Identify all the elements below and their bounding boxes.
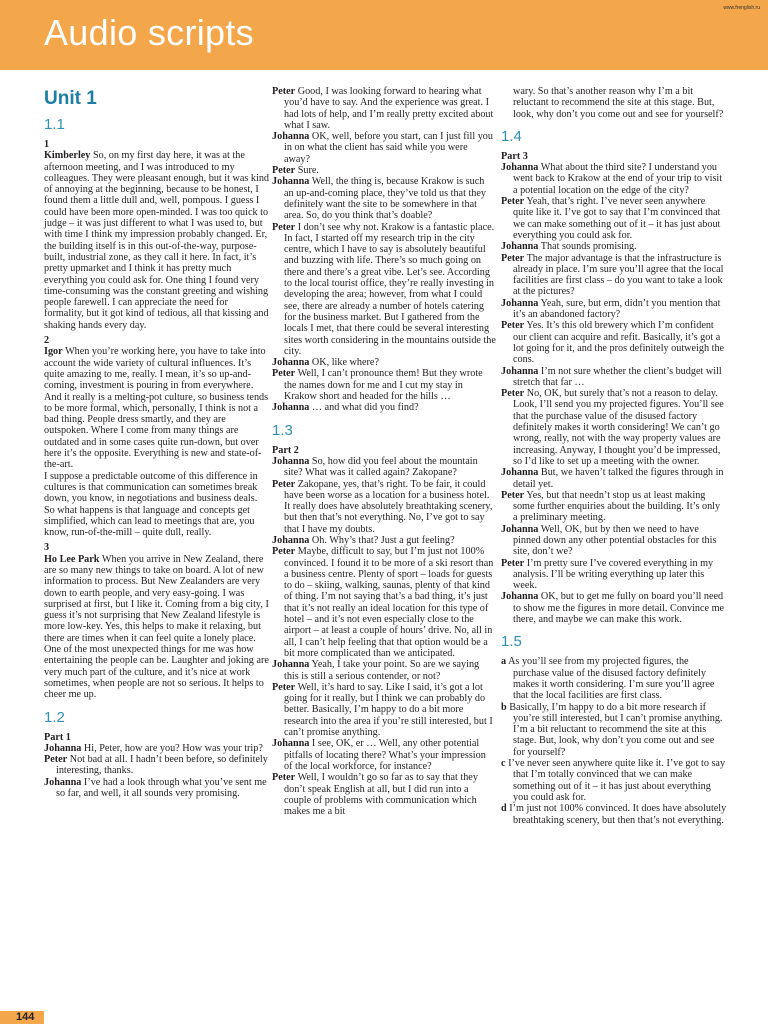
page-title: Audio scripts bbox=[44, 12, 254, 53]
speaker-name: Johanna bbox=[272, 738, 310, 750]
part-heading: Part 2 bbox=[272, 444, 299, 456]
speech-text: Maybe, difficult to say, but I’m just not 100% convinced. I found it to be more of a ski resort than a business centre. Plenty of sport – loads for guests to do – skiing, walking, saunas, plenty of that kind of thing. I’m not saying that’s a bad thing, it’s just that it’s not really an ideal location for this type of hotel – and it’s not even especially close to the airport – at least a couple of hours’ drive. No, all in all, I can’t help feeling that that option would be a bit more complicated than we anticipated. bbox=[284, 546, 494, 659]
speaker-name: Johanna bbox=[44, 776, 82, 788]
speaker-name: Peter bbox=[272, 478, 296, 490]
speaker-name: Peter bbox=[272, 546, 296, 558]
section-1-2: 1.2 bbox=[44, 708, 65, 726]
item-text: Basically, I’m happy to do a bit more research if you’re still interested, but I can’t promise anything. I’m a bit reluctant to recommend the site at this stage. But, look, why don’t you come out and see for yourself? bbox=[509, 701, 723, 758]
speech-text: OK, like where? bbox=[311, 357, 379, 369]
dialogue-line bbox=[272, 659, 496, 682]
dialogue-line bbox=[272, 131, 496, 165]
dialogue-line bbox=[501, 196, 727, 241]
speaker-name: Peter bbox=[501, 388, 525, 400]
item-text: As you’ll see from my projected figures, the purchase value of the disused factory definitely makes it worth considering. I’m sure you’ll agree that the local facilities are first class. bbox=[508, 656, 715, 702]
column-2 bbox=[272, 86, 496, 817]
section-1-4: 1.4 bbox=[501, 127, 522, 145]
dialogue-line bbox=[501, 558, 727, 592]
speech-text: Well, OK, but by then we need to have pinned down any other potential obstacles for this site, don’t we? bbox=[513, 523, 717, 558]
list-item bbox=[501, 702, 727, 758]
speech-text: Oh. Why’s that? Just a gut feeling? bbox=[311, 534, 455, 546]
dialogue-line bbox=[272, 772, 496, 817]
dialogue-line bbox=[272, 682, 496, 738]
transcript-paragraph bbox=[44, 554, 269, 701]
speaker-name: Johanna bbox=[272, 659, 310, 671]
speaker-name: Peter bbox=[501, 489, 525, 501]
speaker-name: Johanna bbox=[501, 162, 539, 174]
extract-number: 3 bbox=[44, 542, 50, 554]
speaker-name: Peter bbox=[501, 252, 525, 264]
transcript-continuation: wary. So that’s another reason why I’m a bit reluctant to recommend the site at this stage. But, look, why don’t you come out and see for yourself? bbox=[513, 86, 724, 120]
dialogue-line bbox=[272, 402, 496, 413]
extract-number: 1 bbox=[44, 139, 50, 150]
speaker-name: Peter bbox=[272, 221, 296, 233]
dialogue-line bbox=[501, 388, 727, 467]
speaker-name: Peter bbox=[272, 86, 296, 97]
speaker-name: Johanna bbox=[272, 402, 310, 414]
column-3 bbox=[501, 86, 727, 826]
speech-text: Yes. It’s this old brewery which I’m confident our client can acquire and refit. Basically, it’s got a lot going for it, and the pros definitely outweigh the cons. bbox=[513, 320, 725, 366]
extract-number: 2 bbox=[44, 335, 50, 347]
list-item bbox=[501, 803, 727, 826]
page-number-tab bbox=[0, 1011, 44, 1024]
speech-text: Well, I wouldn’t go so far as to say that they don’t speak English at all, but I did run into a couple of problems with communication which makes me a bit bbox=[284, 772, 478, 818]
speech-text: Well, the thing is, because Krakow is such an up-and-coming place, they’ve told us that they definitely want the site to be somewhere in that area. So, do you think that’s doable? bbox=[284, 176, 486, 222]
speaker-name: Peter bbox=[272, 165, 296, 177]
speech-text: Not bad at all. I hadn’t been before, so definitely interesting, thanks. bbox=[56, 754, 268, 777]
speech-text: Well, it’s hard to say. Like I said, it’s got a lot going for it really, but I think we can probably do better. Basically, I’m happy to do a bit more research into the area if you’re still interested, but I can’t promise anything. bbox=[284, 681, 493, 739]
speech-text: OK, well, before you start, can I just fill you in on what the client has said while you were away? bbox=[284, 131, 493, 165]
site-url: www.frenglish.ru bbox=[723, 5, 760, 11]
speaker-name: Johanna bbox=[501, 523, 539, 535]
item-letter: a bbox=[501, 656, 507, 668]
speech-text: So, on my first day here, it was at the afternoon meeting, and I was introduced to my colleagues. They were pleasant enough, but it was kind of annoying at the beginning, because to be honest, I found them a little dull and, well, pompous. I guess I could have been more open-minded. I was too quick to judge – it was just different to what I was used to, but with time I think my impression probably changed. Er, the building itself is in this out-of-the-way, purpose-built, industrial zone, as they call it here. In fact, it’s pretty upmarket and I think it has pretty much everything you could ask for. One thing I found very time-consuming was the constant greeting and wishing people farewell. I can appreciate the need for formality, but it got kind of tedious, all that kissing and shaking hands every day. bbox=[44, 150, 270, 331]
dialogue-line bbox=[44, 777, 269, 800]
speaker-name: Johanna bbox=[501, 365, 539, 377]
speaker-name: Johanna bbox=[272, 534, 310, 546]
dialogue-line bbox=[272, 176, 496, 221]
dialogue-line bbox=[272, 479, 496, 535]
speech-text: Yes, but that needn’t stop us at least making some further enquiries about the building. It’s only a preliminary meeting. bbox=[513, 489, 721, 524]
speaker-name: Johanna bbox=[272, 357, 310, 369]
dialogue-line bbox=[501, 241, 727, 252]
speaker-name: Peter bbox=[272, 368, 296, 380]
dialogue-line bbox=[272, 368, 496, 402]
item-letter: b bbox=[501, 701, 507, 713]
speech-text: Zakopane, yes, that’s right. To be fair, it could have been worse as a location for a business hotel. It really does have absolutely breathtaking scenery, but then that’s not everything. No, I’ve got to say that I have my doubts. bbox=[284, 478, 493, 535]
dialogue-line bbox=[272, 456, 496, 479]
transcript-paragraph bbox=[44, 150, 269, 331]
dialogue-line bbox=[501, 591, 727, 625]
list-item bbox=[501, 656, 727, 701]
speaker-name: Johanna bbox=[272, 455, 310, 467]
speaker-name: Peter bbox=[44, 754, 68, 766]
section-1-5: 1.5 bbox=[501, 633, 522, 651]
speech-text: That sounds promising. bbox=[540, 241, 637, 253]
dialogue-line bbox=[501, 366, 727, 389]
sentence-list bbox=[501, 656, 727, 825]
dialogue-line bbox=[272, 546, 496, 659]
speaker-name: Johanna bbox=[501, 297, 539, 309]
dialogue-line bbox=[272, 86, 496, 131]
speech-text: I’m not sure whether the client’s budget will stretch that far … bbox=[513, 365, 722, 388]
dialogue-line bbox=[272, 738, 496, 772]
item-text: I’ve never seen anywhere quite like it. I’ve got to say that I’m totally convinced that we can make something out of it – it has just about everything you could ask for. bbox=[508, 758, 726, 803]
transcript-paragraph bbox=[44, 346, 269, 470]
speech-text: … and what did you find? bbox=[311, 402, 419, 414]
speech-text: Sure. bbox=[297, 165, 319, 177]
speaker-name: Peter bbox=[272, 772, 296, 784]
dialogue-line bbox=[44, 754, 269, 777]
dialogue-line bbox=[501, 524, 727, 558]
speaker-name: Johanna bbox=[44, 742, 82, 754]
dialogue-line bbox=[501, 253, 727, 298]
dialogue-line bbox=[501, 467, 727, 490]
speaker-name: Igor bbox=[44, 346, 63, 358]
transcript-paragraph: I suppose a predictable outcome of this difference in cultures is that communication can sometimes break down, you know, in negotiations and business deals. So what happens is that language and concepts get simplified, which can lead to meetings that are, you know, run-of-the-mill – quite dull, really. bbox=[44, 470, 258, 539]
speech-text: But, we haven’t talked the figures through in detail yet. bbox=[513, 467, 724, 490]
speech-text: The major advantage is that the infrastructure is already in place. I’m sure you’ll agree that the local facilities are first class – do you want to take a look at the pictures? bbox=[513, 252, 724, 298]
column-1 bbox=[44, 86, 269, 799]
speech-text: Yeah, I take your point. So are we saying this is still a serious contender, or not? bbox=[284, 659, 480, 682]
speaker-name: Johanna bbox=[501, 591, 539, 603]
dialogue bbox=[272, 456, 496, 818]
speech-text: I don’t see why not. Krakow is a fantastic place. In fact, I started off my research trip in the city centre, which I have to say is absolutely beautiful and buzzing with life. There’s so much going on there and there’s a great vibe. Let’s see. According to the local tourist office, they’re really investing in developing the area; however, from what I could see, there are already a number of hotels catering for the business market. But I gathered from the locals I met, that there could be several interesting sites worth considering in the mountains outside the city. bbox=[284, 221, 496, 357]
list-item bbox=[501, 758, 727, 803]
item-letter: d bbox=[501, 803, 507, 815]
speech-text: When you’re working here, you have to take into account the wide variety of cultural influences. It’s quite amazing to me, really. I mean, it’s so up-and-coming, investment is pouring in from everywhere. And it really is a melting-pot culture, so business tends to be more formal, which, personally, I think is not a bad thing. People dress smartly, and they are outspoken. Where I come from many things are outdated and in some cases quite run-down, but over here it’s the opposite. Everything is new and state-of-the-art. bbox=[44, 346, 269, 471]
unit-title: Unit 1 bbox=[44, 88, 97, 109]
speaker-name: Ho Lee Park bbox=[44, 553, 100, 565]
speaker-name: Johanna bbox=[272, 131, 310, 143]
speaker-name: Peter bbox=[501, 196, 525, 208]
speech-text: Yeah, sure, but erm, didn’t you mention that it’s an abandoned factory? bbox=[513, 297, 721, 321]
dialogue-line bbox=[272, 357, 496, 368]
speaker-name: Johanna bbox=[501, 241, 539, 253]
dialogue-line bbox=[272, 222, 496, 358]
speaker-name: Peter bbox=[501, 320, 525, 332]
speaker-name: Kimberley bbox=[44, 150, 91, 162]
dialogue bbox=[44, 743, 269, 799]
speech-text: When you arrive in New Zealand, there are so many new things to take on board. A lot of new information to process. But New Zealanders are very down to earth people, and very easy-going. I was surprised at first, but I like it. Coming from a big city, I guess it’s not surprising that New Zealand lifestyle is more low-key. Yes, this helps to make it relaxing, but there are times when it can feel quite a lonely place. One of the most unexpected things for me was how entertaining the people can be. Laughter and joking are very much part of the culture, and it’s nice at work sometimes, when people are not so serious. It helps to cheer me up. bbox=[44, 553, 269, 701]
dialogue-line bbox=[272, 535, 496, 546]
dialogue-line bbox=[501, 162, 727, 196]
speech-text: I see, OK, er … Well, any other potential pitfalls of locating there? What’s your impression of the local workforce, for instance? bbox=[284, 738, 486, 772]
dialogue-line bbox=[501, 320, 727, 365]
speech-text: Good, I was looking forward to hearing what you’d have to say. And the experience was great. I had lots of help, and I’m really pretty excited about what I saw. bbox=[284, 86, 494, 131]
speaker-name: Johanna bbox=[501, 467, 539, 479]
speaker-name: Johanna bbox=[272, 176, 310, 188]
speech-text: What about the third site? I understand you went back to Krakow at the end of your trip to visit a potential location on the edge of the city? bbox=[513, 162, 723, 196]
speech-text: I’ve had a look through what you’ve sent me so far, and well, it all sounds very promising. bbox=[56, 776, 267, 800]
speech-text: Yeah, that’s right. I’ve never seen anywhere quite like it. I’ve got to say that I’m convinced that we can make something out of it – it has just about everything you could ask for. bbox=[513, 196, 721, 241]
speech-text: No, OK, but surely that’s not a reason to delay. Look, I’ll send you my projected figures. You’ll see that the purchase value of the disused factory definitely makes it worth considering! We can’t go wrong, really, not with the way property values are increasing. Anyway, I thought you’d be impressed, so I’d like to set up a meeting with the owner. bbox=[513, 388, 724, 467]
dialogue-line bbox=[501, 490, 727, 524]
section-1-1: 1.1 bbox=[44, 116, 65, 133]
item-letter: c bbox=[501, 758, 506, 770]
dialogue-line bbox=[44, 743, 269, 754]
header-banner bbox=[0, 0, 768, 70]
dialogue-line bbox=[272, 165, 496, 176]
speech-text: I’m pretty sure I’ve covered everything in my analysis. I’ll be writing everything up later this week. bbox=[513, 557, 714, 592]
dialogue bbox=[501, 162, 727, 625]
speech-text: Well, I can’t pronounce them! But they wrote the names down for me and I cut my stay in Krakow short and headed for the hills … bbox=[284, 368, 483, 403]
speaker-name: Peter bbox=[272, 681, 296, 693]
page-number: 144 bbox=[16, 1011, 35, 1023]
item-text: I’m just not 100% convinced. It does have absolutely breathtaking scenery, but then that’s not everything. bbox=[509, 803, 727, 826]
speech-text: So, how did you feel about the mountain site? What was it called again? Zakopane? bbox=[284, 455, 478, 479]
dialogue bbox=[272, 86, 496, 414]
speech-text: Hi, Peter, how are you? How was your trip? bbox=[83, 742, 263, 754]
part-heading: Part 3 bbox=[501, 150, 528, 162]
section-1-3: 1.3 bbox=[272, 421, 293, 439]
part-heading: Part 1 bbox=[44, 731, 71, 743]
speaker-name: Peter bbox=[501, 557, 525, 569]
speech-text: OK, but to get me fully on board you’ll need to show me the figures in more detail. Convince me there, and maybe we can make this work. bbox=[513, 591, 725, 626]
dialogue-line bbox=[501, 298, 727, 321]
